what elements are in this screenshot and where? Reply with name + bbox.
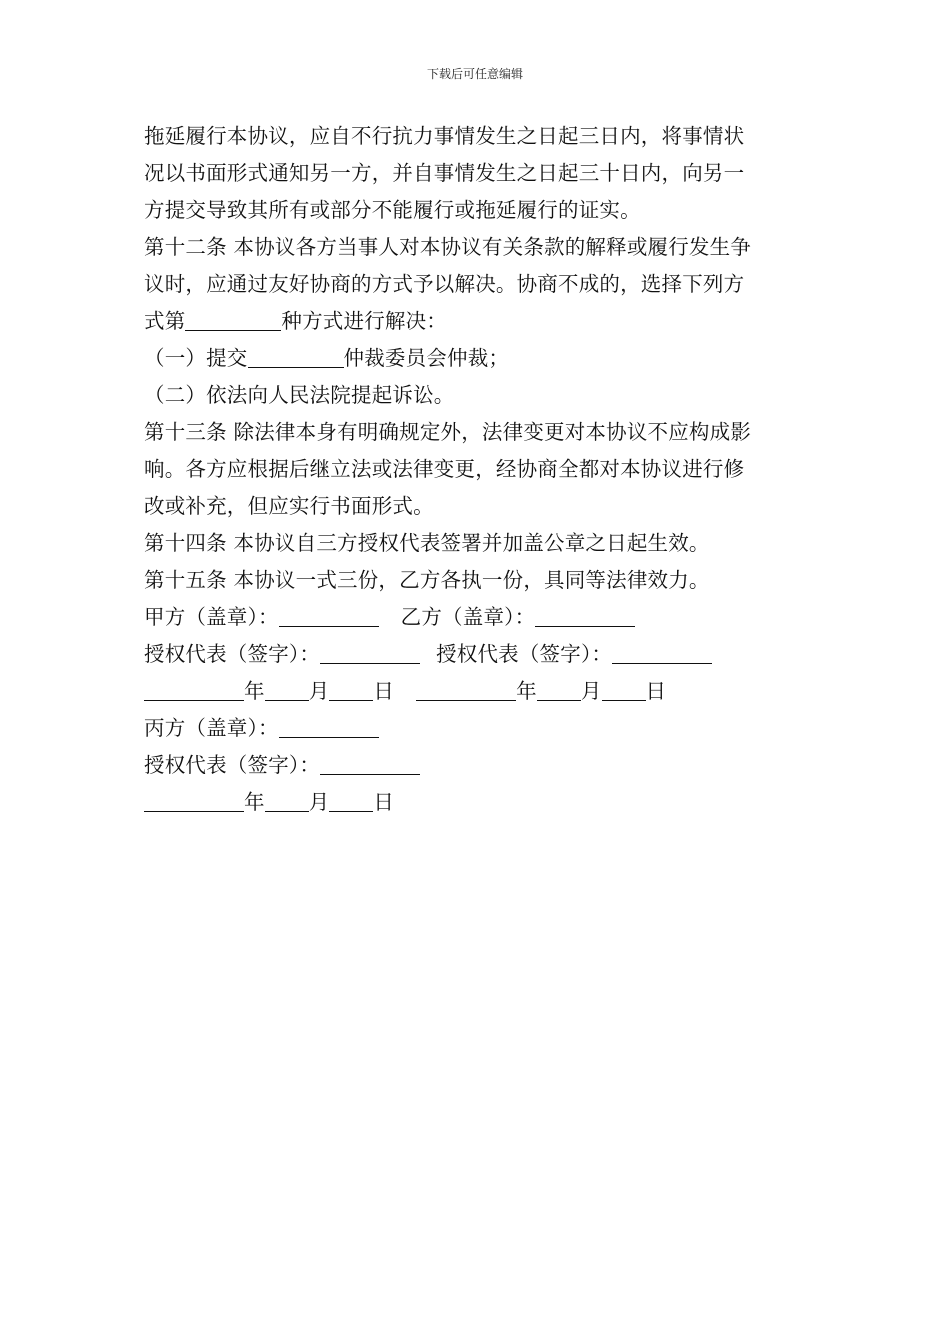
article-13-line: 改或补充，但应实行书面形式。	[144, 494, 434, 518]
article-12-line: 议时，应通过友好协商的方式予以解决。协商不成的，选择下列方	[144, 272, 745, 296]
rep-sign-row-c	[144, 747, 812, 784]
year-label: 年	[516, 679, 537, 703]
option-two: （二）依法向人民法院提起诉讼。	[144, 383, 455, 407]
method-number-blank[interactable]	[185, 310, 281, 331]
page-header: 下载后可任意编辑	[426, 67, 523, 81]
rep-label: 授权代表（签字）：	[144, 753, 321, 777]
paragraph-line: 方提交导致其所有或部分不能履行或拖延履行的证实。	[144, 198, 641, 222]
rep-sign-row	[144, 636, 812, 673]
party-seal-row	[144, 599, 812, 636]
month-label: 月	[580, 679, 602, 703]
year-blank[interactable]	[416, 680, 516, 701]
day-blank[interactable]	[329, 791, 373, 812]
party-b-rep-blank[interactable]	[612, 643, 712, 664]
day-label: 日	[373, 790, 395, 814]
article-12-line: 第十二条 本协议各方当事人对本协议有关条款的解释或履行发生争	[144, 235, 752, 259]
day-blank[interactable]	[602, 680, 646, 701]
party-a-seal-blank[interactable]	[279, 606, 379, 627]
article-15: 第十五条 本协议一式三份，乙方各执一份，具同等法律效力。	[144, 568, 710, 592]
option-one	[144, 340, 812, 377]
article-12-line	[144, 303, 812, 340]
month-label: 月	[308, 790, 330, 814]
month-blank[interactable]	[265, 680, 309, 701]
document-body	[144, 118, 812, 821]
option-one-text: 仲裁委员会仲裁；	[343, 346, 510, 370]
article-13-line: 第十三条 除法律本身有明确规定外，法律变更对本协议不应构成影	[144, 420, 752, 444]
party-a-label: 甲方（盖章）：	[144, 605, 279, 629]
article-14: 第十四条 本协议自三方授权代表签署并加盖公章之日起生效。	[144, 531, 710, 555]
arbitration-committee-blank[interactable]	[248, 347, 344, 368]
party-b-label: 乙方（盖章）：	[400, 605, 536, 629]
day-label: 日	[645, 679, 667, 703]
rep-label: 授权代表（签字）：	[144, 642, 321, 666]
rep-label: 授权代表（签字）：	[436, 642, 613, 666]
month-blank[interactable]	[537, 680, 581, 701]
date-row	[144, 673, 812, 710]
party-c-seal-blank[interactable]	[279, 717, 379, 738]
day-blank[interactable]	[329, 680, 373, 701]
article-12-text: 式第	[144, 309, 186, 333]
month-label: 月	[308, 679, 330, 703]
option-one-text: （一）提交	[144, 346, 248, 370]
party-c-label: 丙方（盖章）：	[144, 716, 279, 740]
date-row-c	[144, 784, 812, 821]
party-b-seal-blank[interactable]	[535, 606, 635, 627]
year-label: 年	[244, 679, 265, 703]
party-c-seal-row	[144, 710, 812, 747]
paragraph-line: 况以书面形式通知另一方，并自事情发生之日起三十日内，向另一	[144, 161, 745, 185]
year-label: 年	[244, 790, 265, 814]
article-12-text: 种方式进行解决：	[281, 309, 448, 333]
year-blank[interactable]	[144, 680, 244, 701]
paragraph-line: 拖延履行本协议，应自不行抗力事情发生之日起三日内，将事情状	[144, 124, 745, 148]
year-blank[interactable]	[144, 791, 244, 812]
article-13-line: 响。各方应根据后继立法或法律变更，经协商全都对本协议进行修	[144, 457, 745, 481]
day-label: 日	[373, 679, 395, 703]
party-a-rep-blank[interactable]	[320, 643, 420, 664]
month-blank[interactable]	[265, 791, 309, 812]
party-c-rep-blank[interactable]	[320, 754, 420, 775]
